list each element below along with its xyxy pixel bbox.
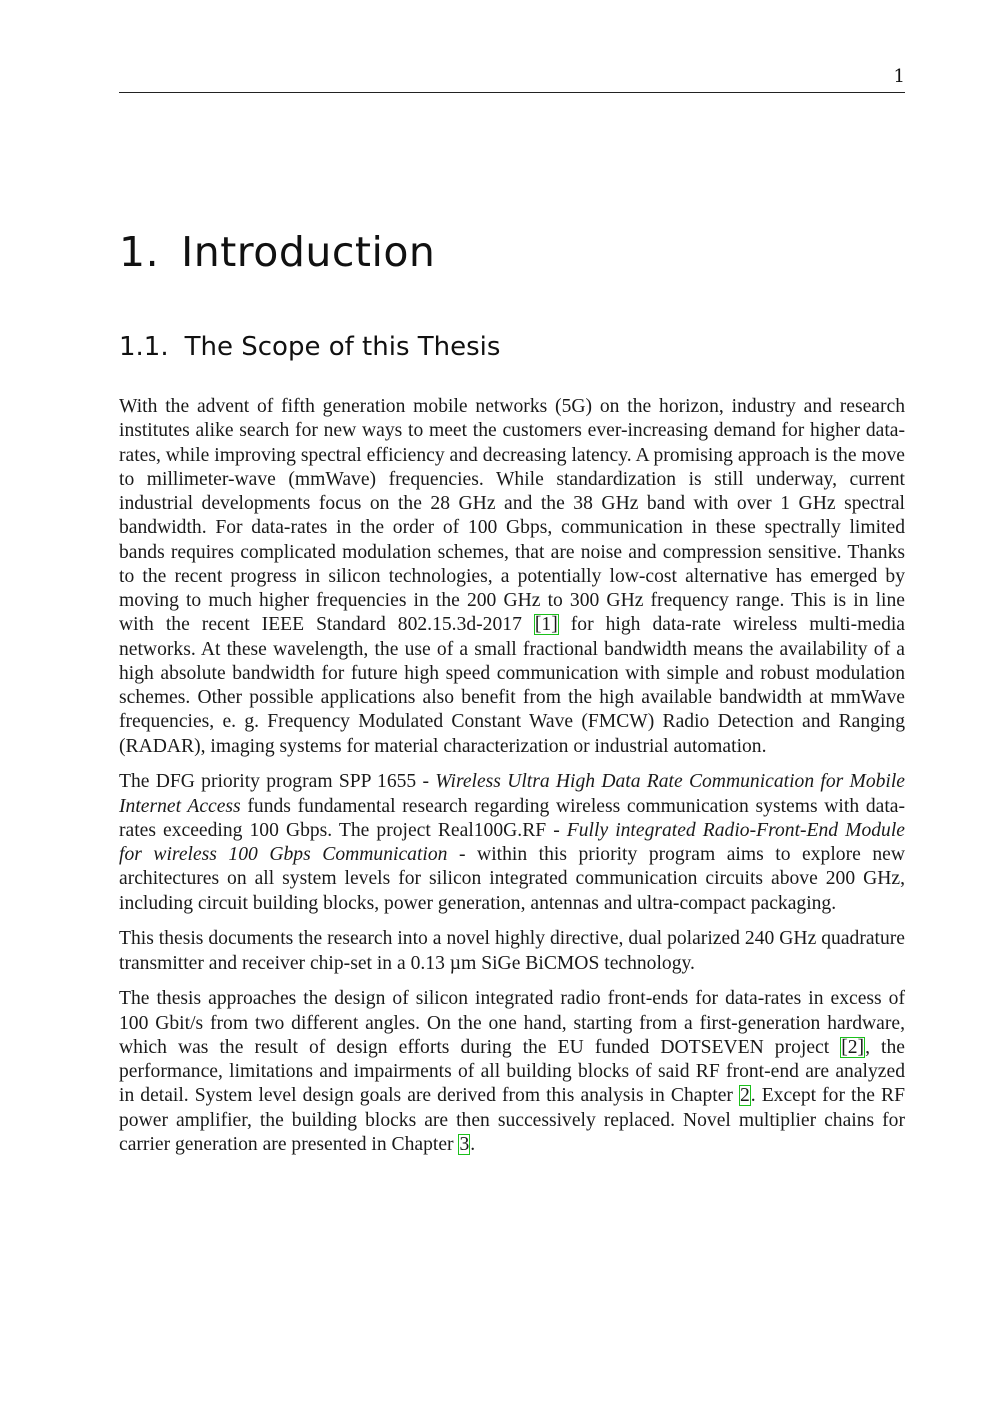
paragraph-4-text-a: The thesis approaches the design of silicon integrated radio front-ends for data-rates in excess of 100 Gbit/s from two different angles. On the one hand, starting from a first-generation hardware, which was the result of design efforts during the EU funded DOTSEVEN project <box>119 988 905 1058</box>
body-text <box>119 395 905 1169</box>
paragraph-4-text-b: , the performance, limitations and impairments of all building blocks of said RF front-end are analyzed in detail. System level design goals are derived from this analysis in Chapter <box>119 1036 905 1107</box>
paragraph-4 <box>119 987 905 1157</box>
paragraph-4-text-d: . <box>470 1133 476 1155</box>
section-heading <box>119 327 500 367</box>
program-title: Wireless Ultra High Data Rate Communication for Mobile Internet Access <box>119 771 905 817</box>
section-number: 1.1. <box>119 332 169 362</box>
chapter-link-2[interactable]: 2 <box>739 1085 750 1107</box>
paragraph-2-text-c: - within this priority program aims to explore new architectures on all system levels for silicon integrated communication circuits above 200 GHz, including circuit building blocks, power generation, antennas and ultra-compact packaging. <box>119 844 905 914</box>
paragraph-2 <box>119 770 905 916</box>
chapter-link-3[interactable]: 3 <box>459 1133 470 1155</box>
paragraph-3 <box>119 927 905 976</box>
chapter-title: Introduction <box>181 228 436 276</box>
project-title: Fully integrated Radio-Front-End Module for wireless 100 Gbps Communication <box>119 819 905 865</box>
paragraph-3-text: This thesis documents the research into a novel highly directive, dual polarized 240 GHz quadrature transmitter and receiver chip-set in a 0.13 µm SiGe BiCMOS technology. <box>119 928 905 974</box>
paragraph-4-text-c: . Except for the RF power amplifier, the building blocks are then successively replaced. Novel multiplier chains for carrier generation are presented in Chapter <box>119 1085 905 1155</box>
section-title: The Scope of this Thesis <box>184 332 501 362</box>
running-header <box>119 66 905 93</box>
chapter-number: 1. <box>119 228 160 276</box>
chapter-heading <box>119 224 435 280</box>
paragraph-2-text-a: The DFG priority program SPP 1655 - <box>119 771 436 793</box>
paragraph-2-text-b: funds fundamental research regarding wireless communication systems with data-rates exceeding 100 Gbps. The project Real100G.RF - <box>119 795 905 841</box>
citation-link-1[interactable]: [1] <box>534 614 558 636</box>
citation-link-2[interactable]: [2] <box>841 1036 865 1058</box>
paragraph-1 <box>119 395 905 759</box>
paragraph-1-text-a: With the advent of fifth generation mobile networks (5G) on the horizon, industry and research institutes alike search for new ways to meet the customers ever-increasing demand for higher data-rates, while improving spectral efficiency and decreasing latency. A promising approach is the move to millimeter-wave (mmWave) frequencies. While standardization is still underway, current industrial developments focus on the 28 GHz and the 38 GHz band with over 1 GHz spectral bandwidth. For data-rates in the order of 100 Gbps, communication in these spectrally limited bands requires complicated modulation schemes, that are noise and compression sensitive. Thanks to the recent progress in silicon technologies, a potentially low-cost alternative has emerged by moving to much higher frequencies in the 200 GHz to 300 GHz frequency range. This is in line with the recent IEEE Standard 802.15.3d-2017 <box>119 396 905 636</box>
paragraph-1-text-b: for high data-rate wireless multi-media networks. At these wavelength, the use of a small fractional bandwidth means the availability of a high absolute bandwidth for future high speed communication with simple and robust modulation schemes. Other possible applications also benefit from the high available bandwidth at mmWave frequencies, e. g. Frequency Modulated Constant Wave (FMCW) Radio Detection and Ranging (RADAR), imaging systems for material characterization or industrial automation. <box>119 614 906 757</box>
page-number: 1 <box>893 66 905 87</box>
